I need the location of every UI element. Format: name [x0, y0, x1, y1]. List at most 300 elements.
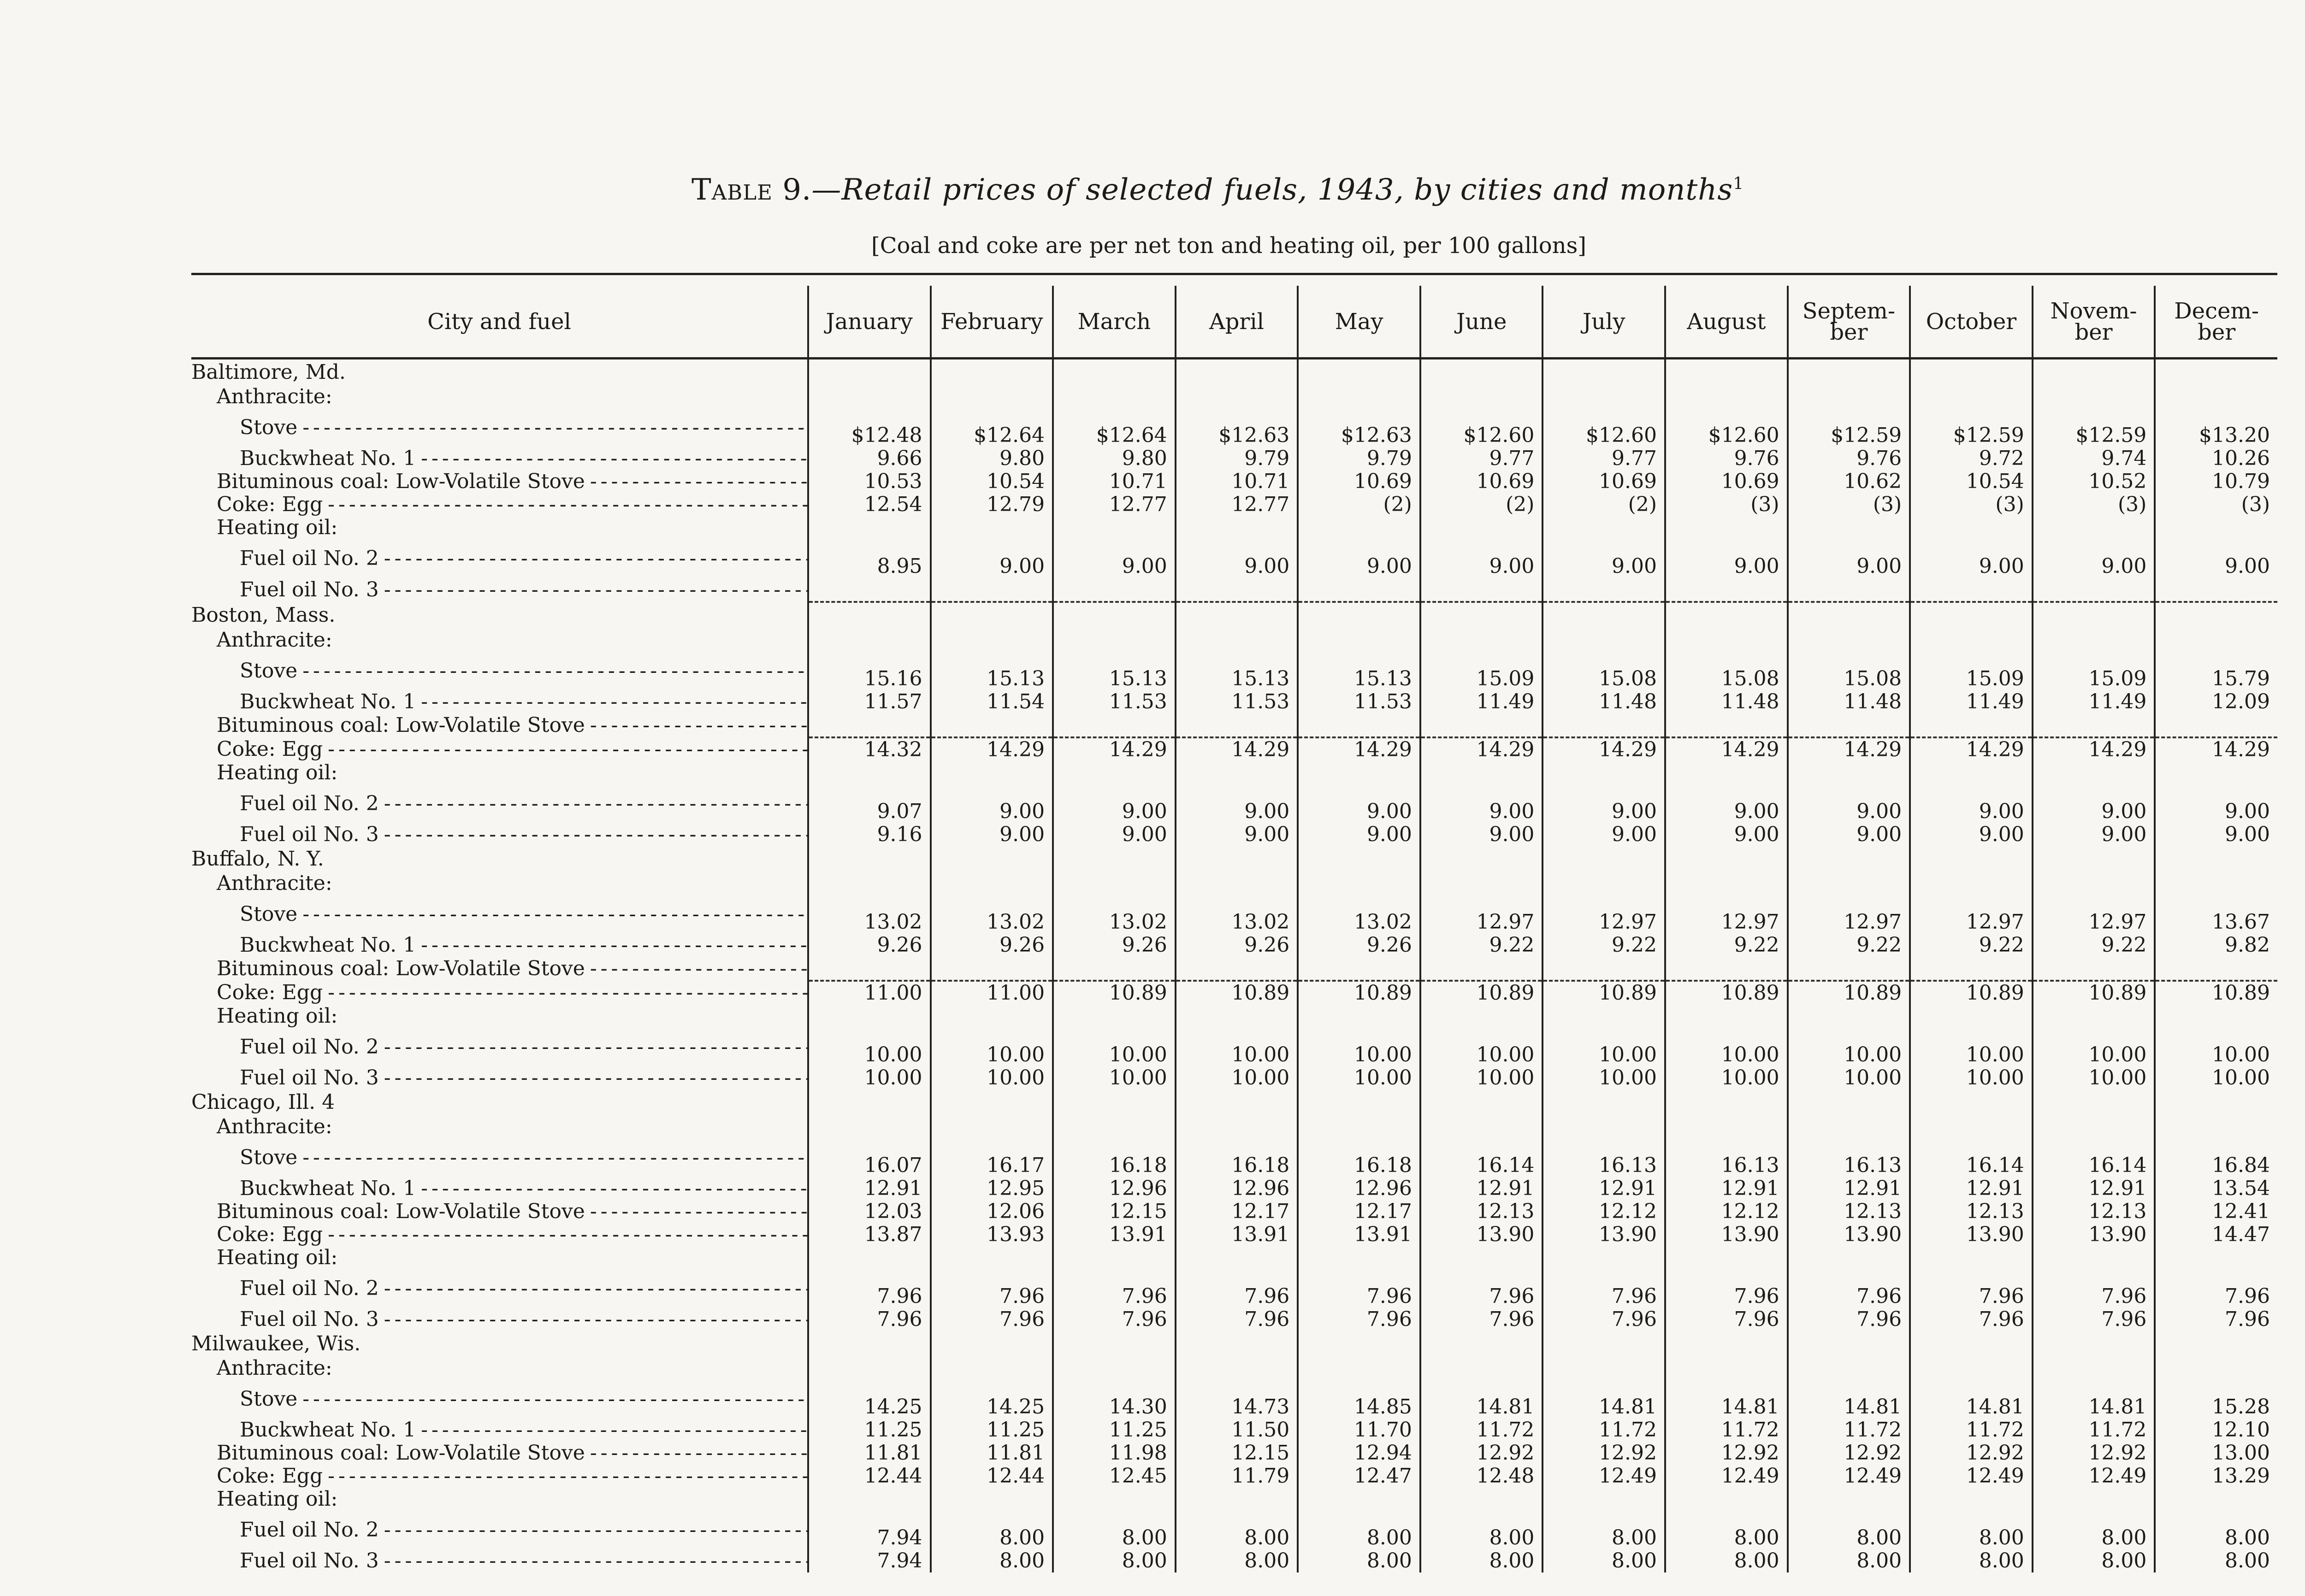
city-row	[191, 846, 2277, 872]
price-cell	[1543, 578, 1665, 602]
price-cell: 9.00	[1910, 784, 2033, 823]
label-cell	[191, 1331, 808, 1357]
price-cell	[1420, 516, 1543, 539]
price-cell: 10.00	[808, 1028, 931, 1066]
price-cell	[1420, 1115, 1543, 1138]
price-cell: 13.02	[1176, 895, 1298, 934]
price-cell: 15.13	[1176, 652, 1298, 690]
table-row	[191, 447, 2277, 470]
price-cell: 14.81	[1420, 1380, 1543, 1419]
price-cell	[1788, 385, 1910, 408]
price-cell: 12.06	[931, 1200, 1053, 1223]
price-cell: 7.94	[808, 1511, 931, 1549]
price-cell: 7.96	[808, 1269, 931, 1308]
price-cell: 9.80	[1053, 447, 1176, 470]
table-row	[191, 1465, 2277, 1488]
price-cell	[1665, 761, 1788, 784]
price-cell	[1053, 1090, 1176, 1115]
price-cell	[1788, 872, 1910, 895]
price-cell: 13.87	[808, 1223, 931, 1246]
price-cell: 14.29	[1176, 737, 1298, 761]
table-row	[191, 761, 2277, 784]
price-cell	[931, 1115, 1053, 1138]
price-cell	[1543, 1090, 1665, 1115]
fuel-label: Stove - - -	[191, 659, 808, 683]
price-cell	[1053, 846, 1176, 872]
price-cell	[808, 1115, 931, 1138]
price-cell	[1420, 385, 1543, 408]
fuel-prices-table	[191, 286, 2277, 1572]
price-cell: 9.76	[1788, 447, 1910, 470]
price-cell	[931, 713, 1053, 737]
price-cell: 9.00	[2155, 823, 2277, 846]
price-cell	[931, 385, 1053, 408]
price-cell: (3)	[1788, 493, 1910, 516]
fuel-label: Fuel oil No. 3 - - -	[191, 578, 808, 601]
price-cell: 12.15	[1053, 1200, 1176, 1223]
price-cell	[1543, 1246, 1665, 1269]
price-cell: 8.00	[1543, 1549, 1665, 1572]
price-cell	[1788, 602, 1910, 629]
price-cell: 9.00	[1176, 823, 1298, 846]
price-cell: 10.89	[1176, 981, 1298, 1005]
price-cell: 10.89	[2155, 981, 2277, 1005]
price-cell	[1543, 761, 1665, 784]
table-row	[191, 1549, 2277, 1572]
price-cell: 10.69	[1665, 470, 1788, 493]
price-cell: 11.54	[931, 690, 1053, 713]
price-cell: 10.00	[1910, 1066, 2033, 1090]
price-cell	[808, 761, 931, 784]
label-cell	[191, 713, 808, 737]
price-cell: 14.81	[1788, 1380, 1910, 1419]
label-cell	[191, 1246, 808, 1269]
price-cell	[1665, 516, 1788, 539]
price-cell: 11.48	[1788, 690, 1910, 713]
price-cell: 15.13	[1298, 652, 1420, 690]
price-cell	[1420, 846, 1543, 872]
price-cell	[2155, 602, 2277, 629]
price-cell	[1543, 1115, 1665, 1138]
price-cell: 7.96	[1788, 1308, 1910, 1331]
fuel-label: Buckwheat No. 1 - - -	[191, 1177, 808, 1200]
price-cell	[931, 957, 1053, 981]
table-row	[191, 470, 2277, 493]
price-cell: 10.00	[1543, 1028, 1665, 1066]
price-cell	[1420, 713, 1543, 737]
price-cell	[2033, 516, 2155, 539]
price-cell: 10.00	[808, 1066, 931, 1090]
price-cell: 9.00	[1543, 539, 1665, 578]
price-cell	[1665, 1331, 1788, 1357]
price-cell: (3)	[2155, 493, 2277, 516]
city-name: Buffalo, N. Y.	[191, 847, 324, 871]
price-cell: 14.81	[1910, 1380, 2033, 1419]
price-cell	[1176, 385, 1298, 408]
price-cell: 8.00	[931, 1549, 1053, 1572]
price-cell	[931, 1005, 1053, 1028]
price-cell	[1910, 1246, 2033, 1269]
label-cell	[191, 1549, 808, 1572]
table-row	[191, 578, 2277, 602]
price-cell	[1176, 846, 1298, 872]
price-cell: 7.96	[931, 1269, 1053, 1308]
price-cell: 14.29	[1788, 737, 1910, 761]
price-cell: 9.66	[808, 447, 931, 470]
price-cell: 9.00	[2155, 784, 2277, 823]
price-cell: $12.60	[1665, 408, 1788, 447]
price-cell	[1910, 713, 2033, 737]
price-cell	[2155, 385, 2277, 408]
label-cell	[191, 1442, 808, 1465]
price-cell: $12.48	[808, 408, 931, 447]
price-cell: 12.97	[1788, 895, 1910, 934]
price-cell: 8.00	[931, 1511, 1053, 1549]
price-cell: 10.89	[1788, 981, 1910, 1005]
price-cell	[1910, 761, 2033, 784]
price-cell: 10.00	[1543, 1066, 1665, 1090]
price-cell	[1543, 385, 1665, 408]
price-cell	[2155, 1331, 2277, 1357]
price-cell: 8.00	[2033, 1511, 2155, 1549]
price-cell: 16.14	[2033, 1138, 2155, 1177]
price-cell: 12.92	[1910, 1442, 2033, 1465]
price-cell: 16.14	[1910, 1138, 2033, 1177]
price-cell: 7.94	[808, 1549, 931, 1572]
label-cell	[191, 385, 808, 408]
fuel-label: Stove - - -	[191, 1146, 808, 1169]
fuel-label: Fuel oil No. 2 - - -	[191, 1518, 808, 1542]
price-cell	[2155, 957, 2277, 981]
price-cell: 12.09	[2155, 690, 2277, 713]
price-cell: 9.79	[1298, 447, 1420, 470]
price-cell: 12.13	[1788, 1200, 1910, 1223]
header-month: May	[1298, 286, 1420, 359]
label-cell	[191, 359, 808, 386]
price-cell	[2155, 1357, 2277, 1380]
price-cell	[931, 1090, 1053, 1115]
price-cell: 7.96	[1543, 1269, 1665, 1308]
price-cell: 11.00	[931, 981, 1053, 1005]
price-cell	[1420, 1246, 1543, 1269]
price-cell	[1543, 1488, 1665, 1511]
fuel-label: Fuel oil No. 3 - - -	[191, 823, 808, 846]
price-cell	[1420, 1005, 1543, 1028]
price-cell	[1298, 629, 1420, 652]
price-cell: $12.64	[931, 408, 1053, 447]
price-cell: 13.29	[2155, 1465, 2277, 1488]
price-cell: 10.00	[931, 1066, 1053, 1090]
label-cell	[191, 1115, 808, 1138]
price-cell: 12.77	[1176, 493, 1298, 516]
price-cell: 12.97	[2033, 895, 2155, 934]
price-cell: (2)	[1543, 493, 1665, 516]
label-cell	[191, 690, 808, 713]
label-cell	[191, 602, 808, 629]
price-cell: 10.00	[1420, 1028, 1543, 1066]
price-cell: 10.71	[1176, 470, 1298, 493]
price-cell: 12.91	[1420, 1177, 1543, 1200]
price-cell: 9.00	[931, 539, 1053, 578]
price-cell: 10.00	[1420, 1066, 1543, 1090]
price-cell	[2033, 1488, 2155, 1511]
price-cell	[2033, 872, 2155, 895]
price-cell	[1788, 359, 1910, 386]
price-cell	[1298, 516, 1420, 539]
title-footnote-mark: 1	[1733, 174, 1744, 194]
label-cell	[191, 470, 808, 493]
price-cell	[1665, 957, 1788, 981]
price-cell	[1298, 1005, 1420, 1028]
price-cell: 12.91	[2033, 1177, 2155, 1200]
price-cell	[1788, 713, 1910, 737]
price-cell: 8.00	[1788, 1549, 1910, 1572]
price-cell: 10.89	[1298, 981, 1420, 1005]
price-cell: 7.96	[1053, 1308, 1176, 1331]
price-cell: 12.17	[1176, 1200, 1298, 1223]
price-cell	[1910, 957, 2033, 981]
fuel-label: Buckwheat No. 1 - - -	[191, 1419, 808, 1442]
price-cell: 11.53	[1176, 690, 1298, 713]
price-cell: 12.49	[2033, 1465, 2155, 1488]
city-name: Chicago, Ill. 4	[191, 1090, 335, 1114]
price-cell	[1788, 516, 1910, 539]
price-cell: 9.22	[1788, 934, 1910, 957]
table-row	[191, 629, 2277, 652]
price-cell	[1910, 385, 2033, 408]
price-cell	[808, 629, 931, 652]
table-row	[191, 1246, 2277, 1269]
price-cell: 11.81	[931, 1442, 1053, 1465]
price-cell	[808, 1090, 931, 1115]
price-cell	[1176, 1331, 1298, 1357]
price-cell: 14.81	[2033, 1380, 2155, 1419]
price-cell: 7.96	[1788, 1269, 1910, 1308]
price-cell: 12.92	[2033, 1442, 2155, 1465]
price-cell: 15.08	[1543, 652, 1665, 690]
price-cell: 10.89	[1543, 981, 1665, 1005]
price-cell: 15.79	[2155, 652, 2277, 690]
price-cell	[1788, 629, 1910, 652]
table-row	[191, 957, 2277, 981]
price-cell: 9.00	[1420, 823, 1543, 846]
price-cell	[931, 1246, 1053, 1269]
price-cell	[1176, 1488, 1298, 1511]
price-cell: 9.80	[931, 447, 1053, 470]
table-row	[191, 1442, 2277, 1465]
fuel-label: Stove - - -	[191, 902, 808, 926]
price-cell: 16.18	[1053, 1138, 1176, 1177]
label-cell	[191, 1200, 808, 1223]
price-cell: 8.00	[1543, 1511, 1665, 1549]
price-cell: 14.29	[931, 737, 1053, 761]
label-cell	[191, 895, 808, 934]
fuel-label: Fuel oil No. 2 - - -	[191, 1035, 808, 1059]
price-cell	[808, 602, 931, 629]
price-cell	[1298, 1090, 1420, 1115]
price-cell: 11.48	[1543, 690, 1665, 713]
price-cell	[2033, 1115, 2155, 1138]
price-cell	[1910, 1357, 2033, 1380]
price-cell	[1053, 1488, 1176, 1511]
label-cell	[191, 1419, 808, 1442]
price-cell: 9.22	[2033, 934, 2155, 957]
price-cell: 14.81	[1665, 1380, 1788, 1419]
price-cell	[2155, 516, 2277, 539]
fuel-label: Anthracite:	[217, 629, 332, 652]
price-cell: 11.72	[1910, 1419, 2033, 1442]
price-cell: 10.00	[931, 1028, 1053, 1066]
price-cell	[1543, 713, 1665, 737]
price-cell: 9.22	[1665, 934, 1788, 957]
price-cell: 14.29	[1910, 737, 2033, 761]
price-cell	[1543, 1357, 1665, 1380]
price-cell	[1298, 1115, 1420, 1138]
label-cell	[191, 957, 808, 981]
label-cell	[191, 1090, 808, 1115]
price-cell	[1910, 516, 2033, 539]
price-cell: 12.94	[1298, 1442, 1420, 1465]
price-cell: 10.69	[1298, 470, 1420, 493]
price-cell: 10.00	[2033, 1066, 2155, 1090]
fuel-label: Fuel oil No. 2 - - -	[191, 792, 808, 815]
fuel-label: Fuel oil No. 2 - - -	[191, 547, 808, 570]
price-cell: 9.26	[1053, 934, 1176, 957]
price-cell: 9.00	[1053, 823, 1176, 846]
price-cell: 12.49	[1788, 1465, 1910, 1488]
price-cell: 13.91	[1176, 1223, 1298, 1246]
price-cell	[1910, 1090, 2033, 1115]
price-cell: 15.08	[1665, 652, 1788, 690]
price-cell	[2033, 602, 2155, 629]
price-cell	[1420, 957, 1543, 981]
price-cell	[808, 1357, 931, 1380]
label-cell	[191, 1511, 808, 1549]
price-cell: 12.91	[1788, 1177, 1910, 1200]
price-cell: 7.96	[1665, 1269, 1788, 1308]
price-cell	[2033, 846, 2155, 872]
fuel-label: Bituminous coal: Low-Volatile Stove - - -	[191, 713, 808, 737]
price-cell	[808, 516, 931, 539]
price-cell	[1665, 872, 1788, 895]
price-cell: 9.26	[808, 934, 931, 957]
table-row	[191, 895, 2277, 934]
price-cell: 9.76	[1665, 447, 1788, 470]
price-cell: 10.00	[1788, 1028, 1910, 1066]
price-cell: 10.00	[1665, 1028, 1788, 1066]
price-cell: 9.00	[1176, 539, 1298, 578]
price-cell	[2033, 385, 2155, 408]
price-cell: 13.02	[1298, 895, 1420, 934]
price-cell: 9.00	[1298, 539, 1420, 578]
price-cell	[2155, 1246, 2277, 1269]
price-cell: 12.13	[2033, 1200, 2155, 1223]
price-cell: 8.00	[1910, 1511, 2033, 1549]
price-cell	[1910, 1488, 2033, 1511]
fuel-label: Bituminous coal: Low-Volatile Stove - - -	[191, 1200, 808, 1223]
price-cell: 9.00	[931, 823, 1053, 846]
price-cell: 10.00	[1910, 1028, 2033, 1066]
table-row	[191, 1200, 2277, 1223]
table-title	[692, 173, 1844, 207]
price-cell: $12.59	[1788, 408, 1910, 447]
table-row	[191, 713, 2277, 737]
price-cell	[1053, 385, 1176, 408]
price-cell	[1053, 629, 1176, 652]
price-cell: 9.00	[1543, 823, 1665, 846]
header-month: Decem-ber	[2155, 286, 2277, 359]
label-cell	[191, 1357, 808, 1380]
price-cell	[1420, 1090, 1543, 1115]
price-cell: 8.00	[1176, 1549, 1298, 1572]
header-month: October	[1910, 286, 2033, 359]
table-row	[191, 1511, 2277, 1549]
price-cell	[1543, 957, 1665, 981]
price-cell: 7.96	[1176, 1308, 1298, 1331]
table-row	[191, 1066, 2277, 1090]
price-cell: 12.95	[931, 1177, 1053, 1200]
price-cell: 15.09	[1420, 652, 1543, 690]
fuel-label: Heating oil:	[217, 1005, 338, 1028]
price-cell: 14.29	[2033, 737, 2155, 761]
price-cell: (3)	[1665, 493, 1788, 516]
price-cell: 8.00	[1910, 1549, 2033, 1572]
price-cell	[1788, 578, 1910, 602]
price-cell: 11.72	[1543, 1419, 1665, 1442]
price-cell	[2155, 713, 2277, 737]
price-cell	[1420, 602, 1543, 629]
price-cell	[1298, 846, 1420, 872]
price-cell: 12.91	[1543, 1177, 1665, 1200]
table-row	[191, 493, 2277, 516]
price-cell	[2033, 1005, 2155, 1028]
price-cell	[1420, 1357, 1543, 1380]
price-cell	[1420, 1488, 1543, 1511]
price-cell	[2033, 1357, 2155, 1380]
price-cell: 8.00	[1053, 1549, 1176, 1572]
price-cell: $12.63	[1298, 408, 1420, 447]
table-row	[191, 1357, 2277, 1380]
price-cell: 9.00	[2033, 784, 2155, 823]
price-cell: 12.92	[1788, 1442, 1910, 1465]
header-month: July	[1543, 286, 1665, 359]
fuel-label: Coke: Egg - - -	[191, 493, 808, 516]
price-cell: 8.95	[808, 539, 931, 578]
price-cell	[1420, 872, 1543, 895]
price-cell	[808, 872, 931, 895]
price-cell: 14.29	[1665, 737, 1788, 761]
price-cell	[2033, 761, 2155, 784]
price-cell: 10.00	[1298, 1028, 1420, 1066]
price-cell: 12.13	[1420, 1200, 1543, 1223]
price-cell: 11.79	[1176, 1465, 1298, 1488]
price-cell	[1543, 602, 1665, 629]
price-cell	[931, 872, 1053, 895]
price-cell: 8.00	[1298, 1511, 1420, 1549]
header-month: April	[1176, 286, 1298, 359]
price-cell	[1910, 602, 2033, 629]
fuel-label: Buckwheat No. 1 - - -	[191, 690, 808, 713]
fuel-label: Anthracite:	[217, 1357, 332, 1380]
price-cell: 10.00	[1298, 1066, 1420, 1090]
price-cell	[808, 578, 931, 602]
price-cell	[2155, 1005, 2277, 1028]
price-cell: 16.84	[2155, 1138, 2277, 1177]
price-cell: 14.25	[931, 1380, 1053, 1419]
top-rule	[191, 273, 2277, 275]
price-cell: 13.93	[931, 1223, 1053, 1246]
price-cell: 11.72	[1788, 1419, 1910, 1442]
